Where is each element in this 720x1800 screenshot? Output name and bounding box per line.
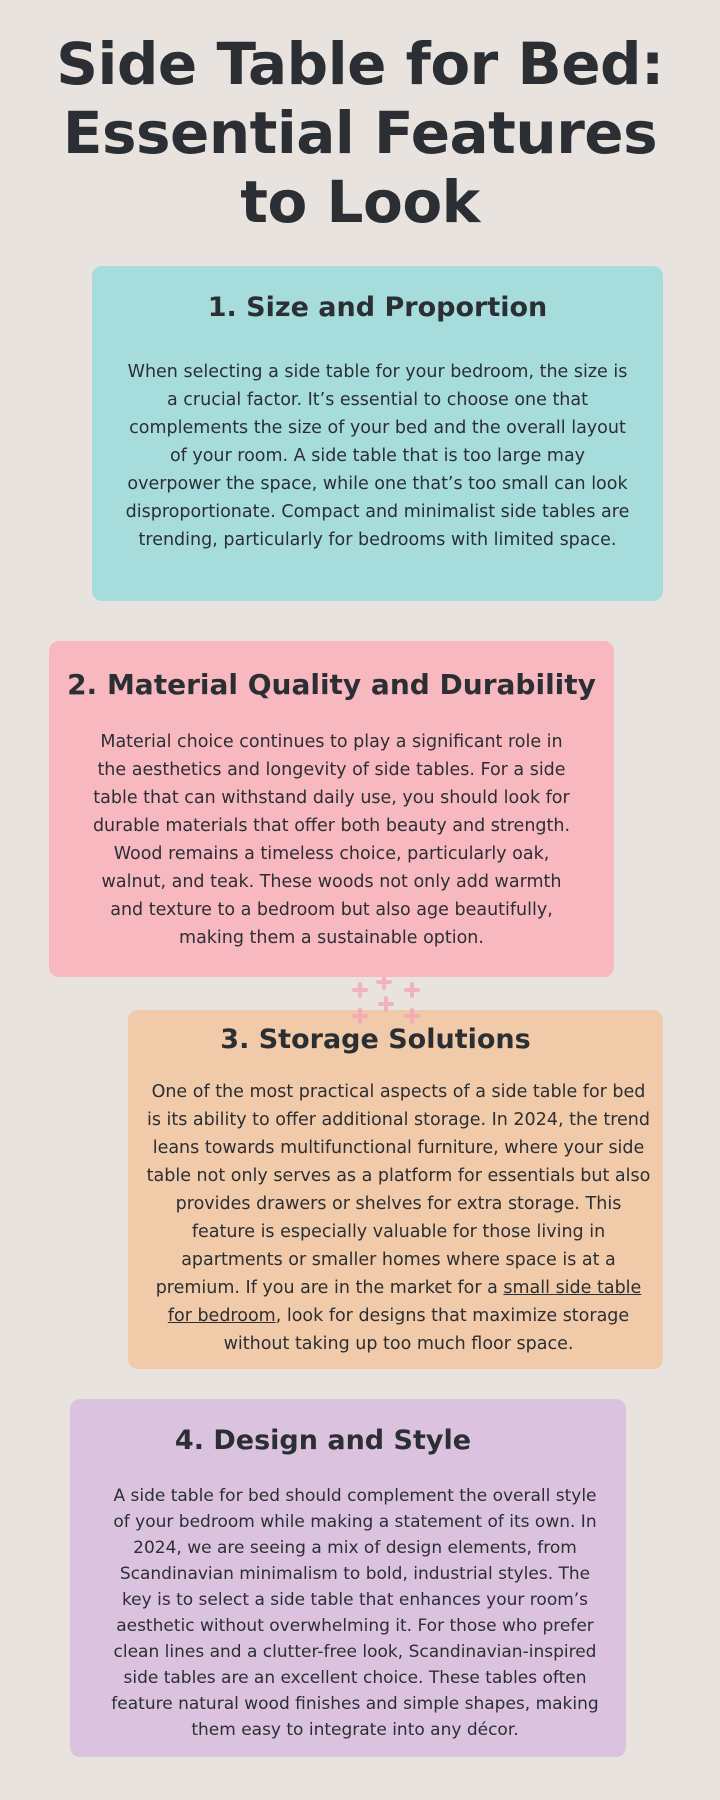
section-body: A side table for bed should complement the overall style of your bedroom while making a statement of its own. In 2024, we are seeing a mix of design elements, from Scandinavian minimalism to bold, industrial styles. The key is to select a side table that enhances your room’s aesthetic without overwhelming it. For those who prefer clean lines and a clutter-free look, Scandinavian-inspired side tables are an excellent choice. These tables often feature natural wood finishes and simple shapes, making them easy to integrate into any décor.	[111, 1486, 599, 1740]
section-card-design	[70, 1399, 626, 1757]
small-side-table-link[interactable]: small side table for bedroom	[167, 1278, 642, 1326]
section-card-size	[92, 266, 663, 601]
page-title: Side Table for Bed: Essential Features to Look	[56, 30, 664, 236]
section-body-text: , look for designs that maximize storage without taking up too much floor space.	[223, 1306, 630, 1354]
section-heading: 3. Storage Solutions	[220, 1024, 531, 1055]
section-heading: 1. Size and Proportion	[207, 292, 548, 323]
section-card-storage	[128, 1010, 663, 1369]
section-body-text: One of the most practical aspects of a side table for bed is its ability to offer additional storage. In 2024, the trend leans towards multifunctional furniture, where your side table not only serves as a platform for essentials but also provides drawers or shelves for extra storage. This feature is especially valuable for those living in apartments or smaller homes where space is at a premium. If you are in the market for a	[146, 1082, 651, 1298]
section-body: When selecting a side table for your bedroom, the size is a crucial factor. It’s essential to choose one that complements the size of your bed and the overall layout of your room. A side table that is too large may overpower the space, while one that’s too small can look disproportionate. Compact and minimalist side tables are trending, particularly for bedrooms with limited space.	[125, 362, 630, 550]
section-body: Material choice continues to play a significant role in the aesthetics and longevity of side tables. For a side table that can withstand daily use, you should look for durable materials that offer both beauty and strength. Wood remains a timeless choice, particularly oak, walnut, and teak. These woods not only add warmth and texture to a bedroom but also age beautifully, making them a sustainable option.	[92, 732, 571, 948]
section-heading: 4. Design and Style	[174, 1425, 472, 1456]
section-heading: 2. Material Quality and Durability	[67, 668, 596, 701]
section-card-material	[49, 641, 614, 977]
section-body	[146, 1078, 651, 1358]
